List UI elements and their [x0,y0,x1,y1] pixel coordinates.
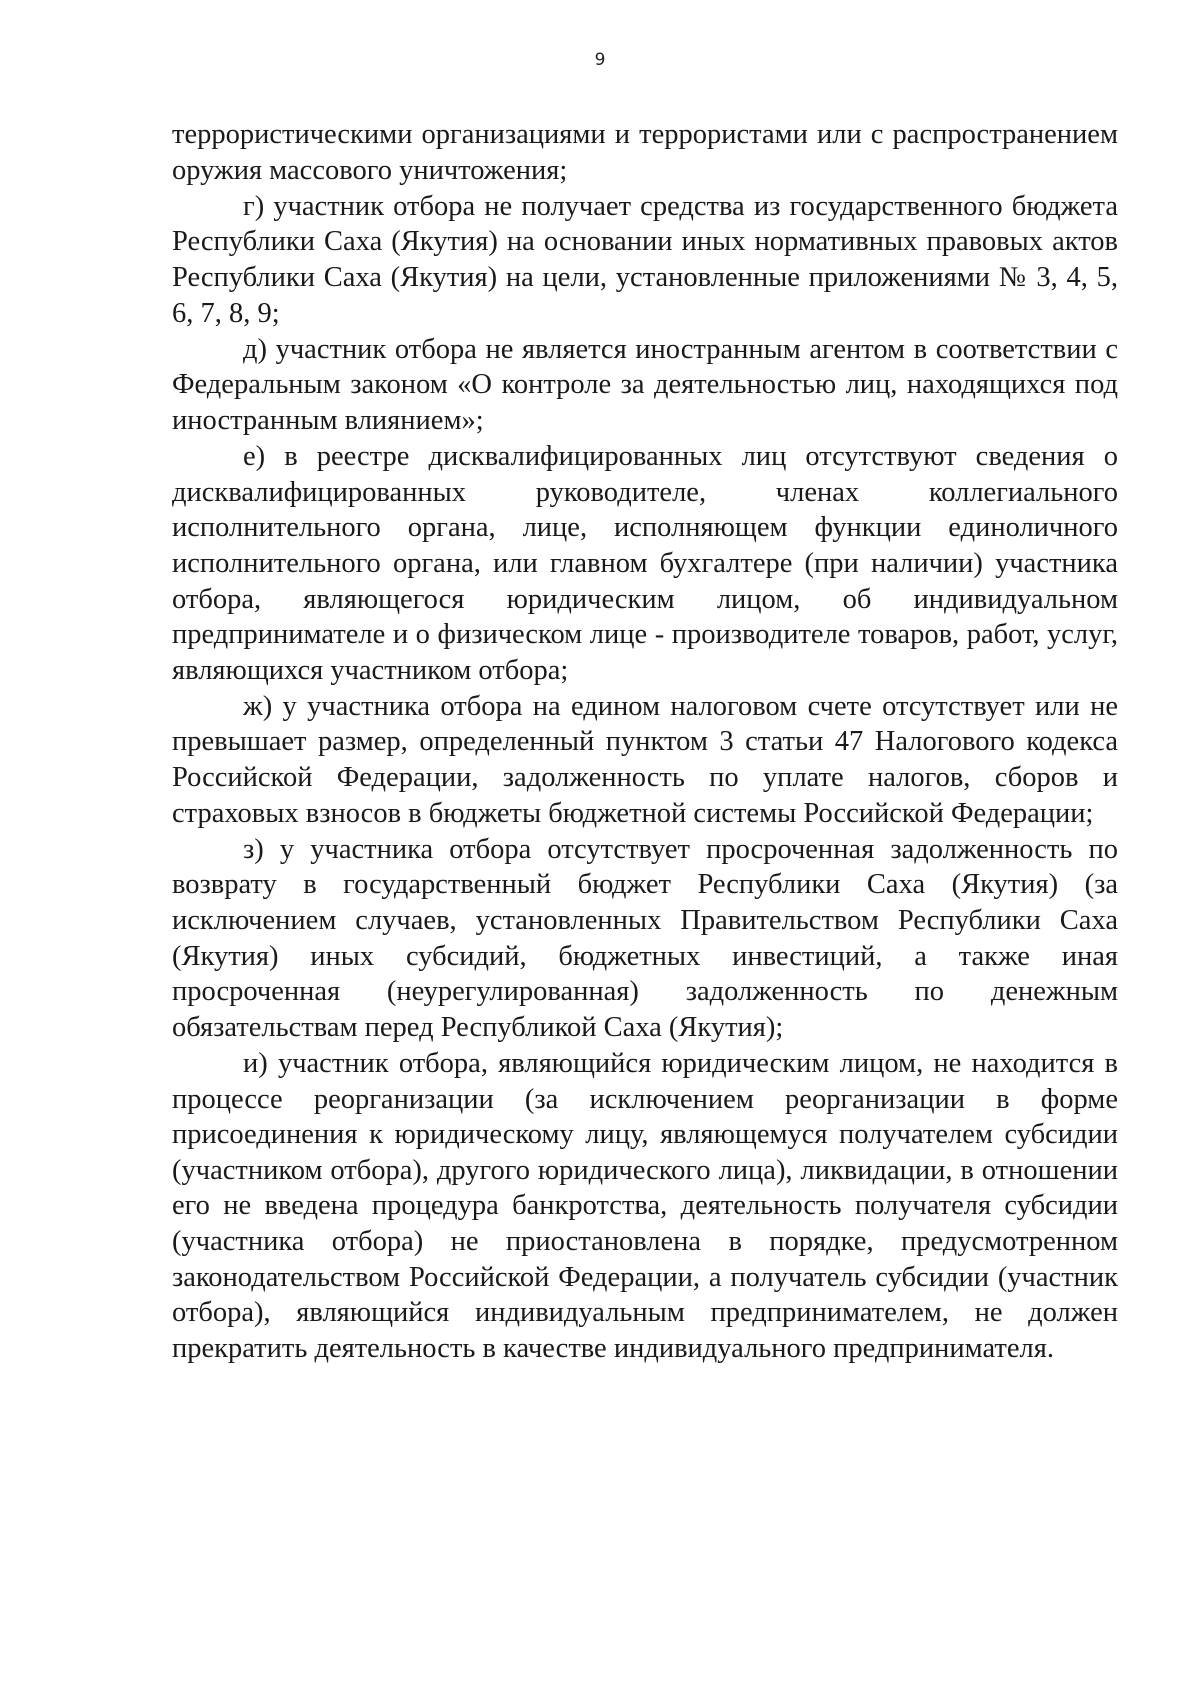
paragraph-item-zh: ж) у участника отбора на едином налоговом счете отсутствует или не превышает размер, определенный пунктом 3 статьи 47 Налогового кодекса Российской Федерации, задолженность по уплате налогов, сборов и страховых взносов в бюджеты бюджетной системы Российской Федерации; [172,690,1118,829]
paragraph-item-d: д) участник отбора не является иностранным агентом в соответствии с Федеральным законом «О контроле за деятельностью лиц, находящихся под иностранным влиянием»; [172,333,1118,436]
paragraph-item-i: и) участник отбора, являющийся юридическим лицом, не находится в процессе реорганизации (за исключением реорганизации в форме присоединения к юридическому лицу, являющемуся получателем субсидии (участником отбора), другого юридического лица), ликвидации, в отношении его не введена процедура банкротства, деятельность получателя субсидии (участника отбора) не приостановлена в порядке, предусмотренном законодательством Российской Федерации, а получатель субсидии (участник отбора), являющийся индивидуальным предпринимателем, не должен прекратить деятельность в качестве индивидуального предпринимателя. [172,1048,1118,1364]
page-number: 9 [594,50,606,70]
document-body [172,117,1118,1367]
paragraph-item-e: е) в реестре дисквалифицированных лиц отсутствуют сведения о дисквалифицированных руководителе, членах коллегиального исполнительного органа, лице, исполняющем функции единоличного исполнительного органа, или главном бухгалтере (при наличии) участника отбора, являющегося юридическим лицом, об индивидуальном предпринимателе и о физическом лице - производителе товаров, работ, услуг, являющихся участником отбора; [172,441,1118,686]
paragraph-item-z: з) у участника отбора отсутствует просроченная задолженность по возврату в государственный бюджет Республики Саха (Якутия) (за исключением случаев, установленных Правительством Республики Саха (Якутия) иных субсидий, бюджетных инвестиций, а также иная просроченная (неурегулированная) задолженность по денежным обязательствам перед Республикой Саха (Якутия); [172,833,1118,1043]
paragraph-item-g: г) участник отбора не получает средства из государственного бюджета Республики Саха (Якутия) на основании иных нормативных правовых актов Республики Саха (Якутия) на цели, установленные приложениями № 3, 4, 5, 6, 7, 8, 9; [172,190,1118,329]
paragraph-continuation: террористическими организациями и террористами или с распространением оружия массового уничтожения; [172,119,1118,186]
